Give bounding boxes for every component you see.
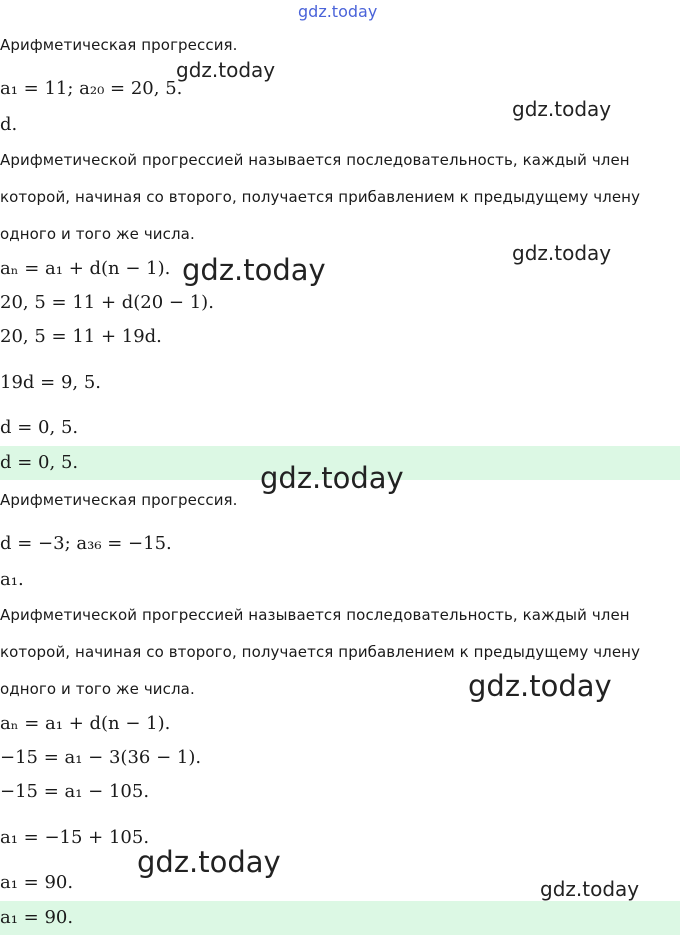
task2-step-2: −15 = a₁ − 3(36 − 1).	[0, 747, 202, 768]
watermark: gdz.today	[260, 461, 404, 495]
task2-step-5: a₁ = 90.	[0, 872, 74, 893]
task2-step-4: a₁ = −15 + 105.	[0, 827, 150, 848]
watermark: gdz.today	[512, 97, 612, 121]
task1-step-4: 19d = 9, 5.	[0, 372, 102, 393]
watermark: gdz.today	[182, 253, 326, 287]
task2-definition-line-1: Арифметической прогрессией называется последовательность, каждый член	[0, 606, 630, 624]
task1-step-1: aₙ = a₁ + d(n − 1).	[0, 258, 171, 279]
watermark: gdz.today	[176, 58, 276, 82]
watermark: gdz.today	[137, 845, 281, 879]
task1-definition-line-2: которой, начиная со второго, получается прибавлением к предыдущему члену	[0, 188, 641, 206]
task2-find: a₁.	[0, 569, 24, 590]
task2-title: Арифметическая прогрессия.	[0, 491, 238, 509]
task1-given: a₁ = 11; a₂₀ = 20, 5.	[0, 78, 183, 99]
task2-answer: a₁ = 90.	[0, 907, 74, 928]
task2-definition-line-3: одного и того же числа.	[0, 680, 195, 698]
watermark-top: gdz.today	[298, 2, 378, 21]
answer-highlight-1	[0, 446, 680, 480]
task2-definition-line-2: которой, начиная со второго, получается прибавлением к предыдущему члену	[0, 643, 641, 661]
answer-highlight-2	[0, 901, 680, 935]
task2-given: d = −3; a₃₆ = −15.	[0, 533, 172, 554]
task1-definition-line-3: одного и того же числа.	[0, 225, 195, 243]
watermark: gdz.today	[468, 669, 612, 703]
task1-step-3: 20, 5 = 11 + 19d.	[0, 326, 162, 347]
task1-definition-line-1: Арифметической прогрессией называется последовательность, каждый член	[0, 151, 630, 169]
task1-step-5: d = 0, 5.	[0, 417, 79, 438]
task1-answer: d = 0, 5.	[0, 452, 79, 473]
task1-find: d.	[0, 114, 18, 135]
task2-step-3: −15 = a₁ − 105.	[0, 781, 150, 802]
task1-title: Арифметическая прогрессия.	[0, 36, 238, 54]
task1-step-2: 20, 5 = 11 + d(20 − 1).	[0, 292, 214, 313]
watermark: gdz.today	[540, 877, 640, 901]
task2-step-1: aₙ = a₁ + d(n − 1).	[0, 713, 171, 734]
watermark: gdz.today	[512, 241, 612, 265]
